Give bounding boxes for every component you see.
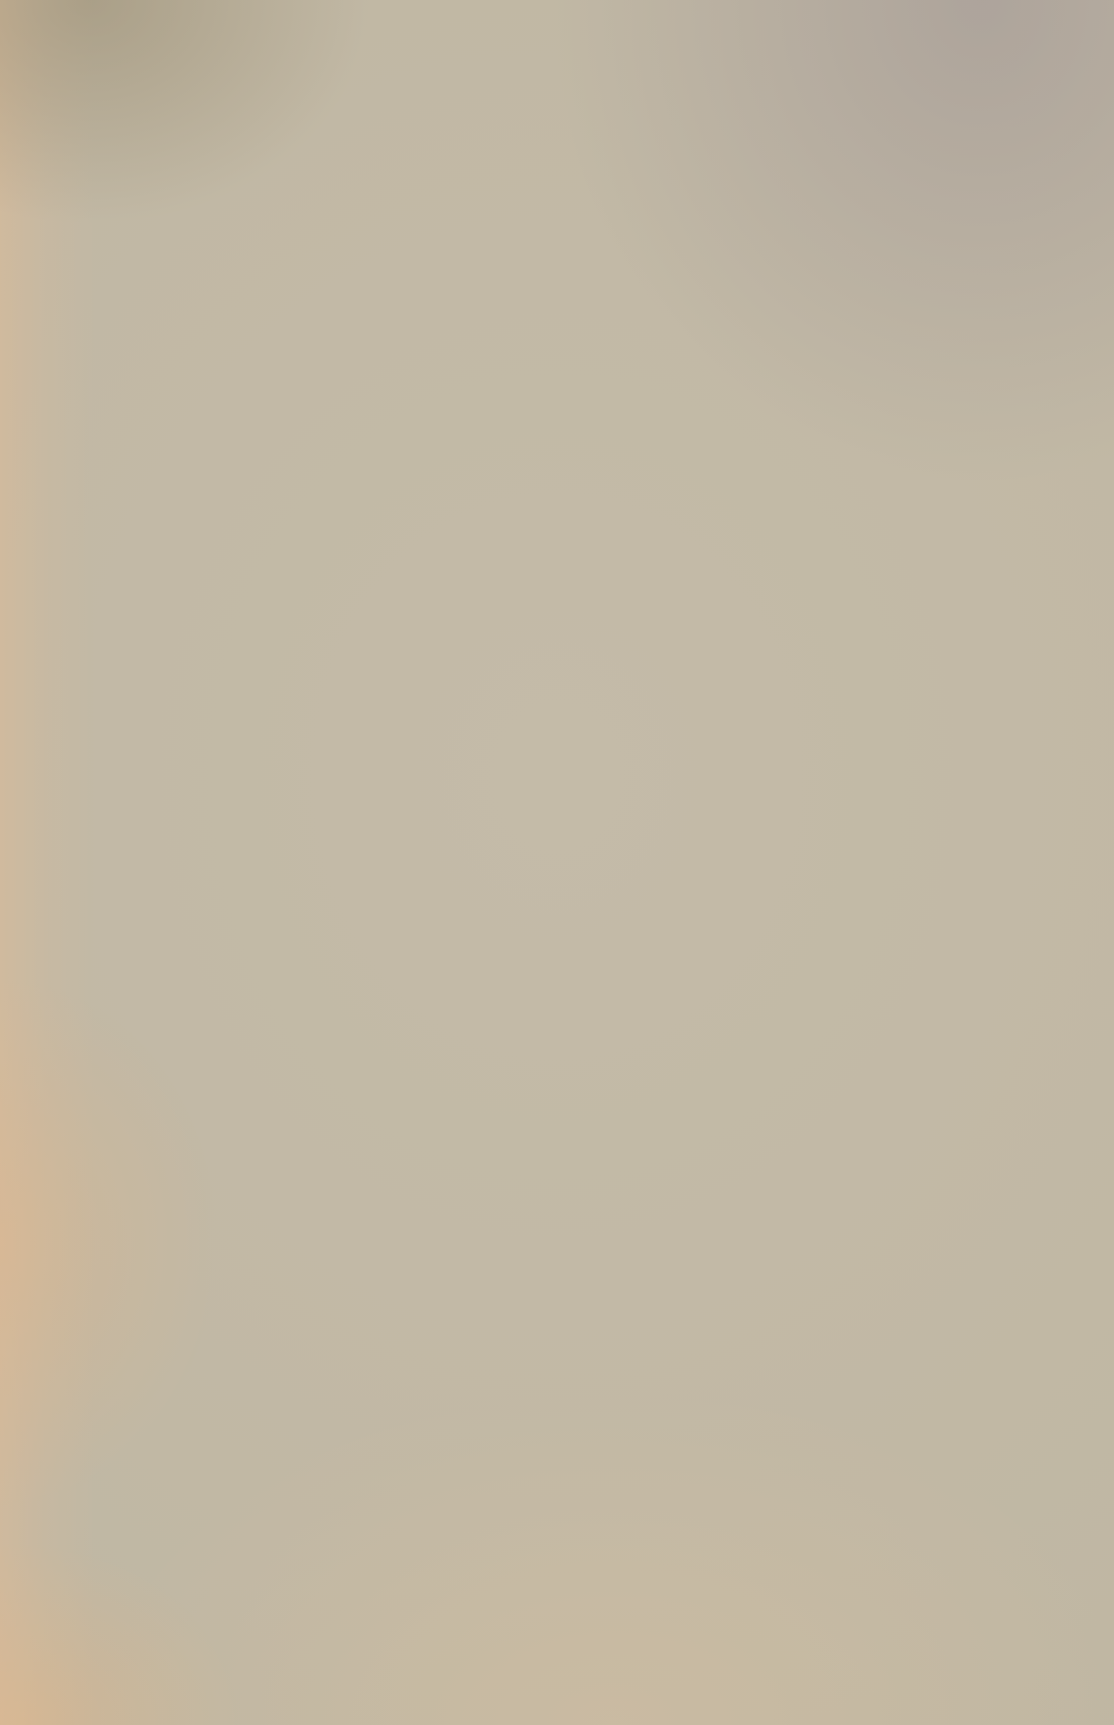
page-header (46, 92, 958, 128)
section-separator (46, 172, 958, 202)
page-body-text (46, 148, 958, 236)
